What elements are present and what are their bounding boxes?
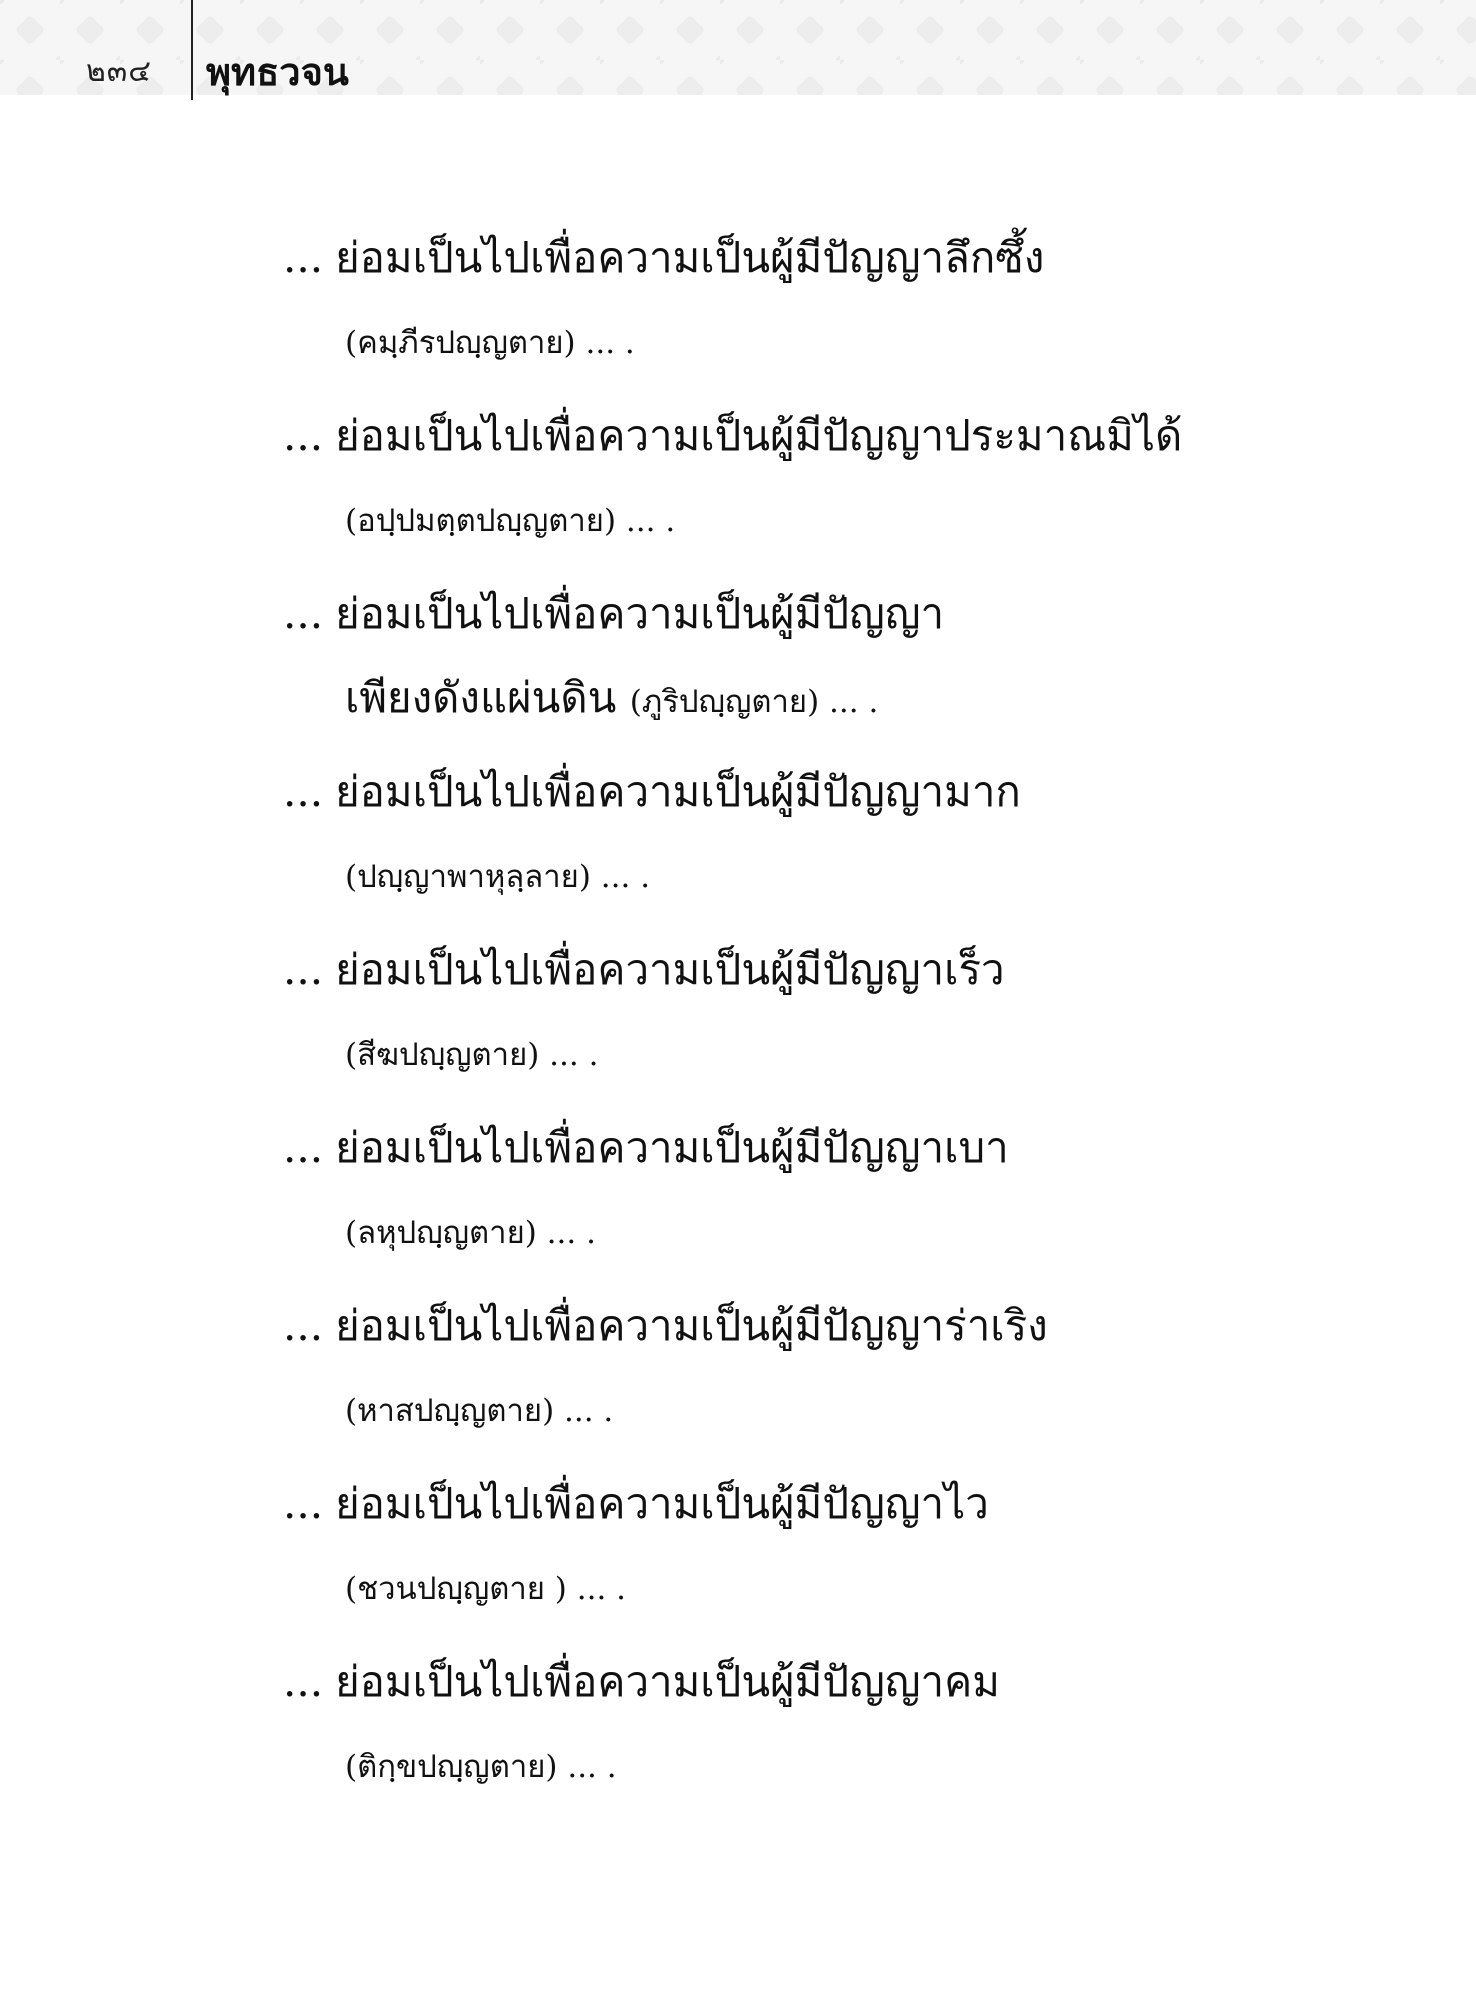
entry-pali-term: (อปฺปมตฺตปญฺญตาย) ... . xyxy=(345,503,676,539)
entry-ellipsis: ... xyxy=(283,1479,324,1528)
entry-text: ย่อมเป็นไปเพื่อความเป็นผู้มีปัญญาเบา xyxy=(335,1123,1009,1172)
entry-pali-term: (คมฺภีรปญฺญตาย) ... . xyxy=(345,325,635,361)
entry-text: ย่อมเป็นไปเพื่อความเป็นผู้มีปัญญาลึกซึ้ง xyxy=(335,233,1045,282)
entry-ellipsis: ... xyxy=(283,411,324,460)
entry-text-line xyxy=(283,1652,1000,1712)
entry-ellipsis: ... xyxy=(283,589,324,638)
entry-pali-term: (ภูริปญฺญตาย) ... . xyxy=(629,684,879,720)
entry-text-line xyxy=(283,1296,1048,1356)
entry-list xyxy=(283,228,1413,1830)
header-divider xyxy=(191,0,193,100)
entry-ellipsis: ... xyxy=(283,767,324,816)
list-item xyxy=(283,584,1413,762)
entry-text: ย่อมเป็นไปเพื่อความเป็นผู้มีปัญญาร่าเริง xyxy=(335,1301,1048,1350)
entry-text-line xyxy=(283,762,1021,822)
entry-pali-term: (ติกฺขปญฺญตาย) ... . xyxy=(345,1749,617,1785)
entry-text: ย่อมเป็นไปเพื่อความเป็นผู้มีปัญญาไว xyxy=(335,1479,989,1528)
page-number: ๒๓๔ xyxy=(86,54,152,89)
list-item xyxy=(283,940,1413,1118)
entry-pali-term: (ลหุปญฺญตาย) ... . xyxy=(345,1215,596,1251)
entry-text-line xyxy=(283,406,1182,466)
list-item xyxy=(283,406,1413,584)
list-item xyxy=(283,1118,1413,1296)
list-item xyxy=(283,762,1413,940)
entry-continuation-line xyxy=(345,668,878,732)
list-item xyxy=(283,1474,1413,1652)
list-item xyxy=(283,1652,1413,1830)
entry-pali-term: (ชวนปญฺญตาย ) ... . xyxy=(345,1571,627,1607)
entry-text: ย่อมเป็นไปเพื่อความเป็นผู้มีปัญญา xyxy=(335,589,945,638)
entry-text-line xyxy=(283,1118,1009,1178)
book-title: พุทธวจน xyxy=(206,50,349,94)
entry-text: ย่อมเป็นไปเพื่อความเป็นผู้มีปัญญามาก xyxy=(335,767,1021,816)
entry-text-line xyxy=(283,228,1044,288)
entry-text-line xyxy=(283,940,1005,1000)
entry-text: ย่อมเป็นไปเพื่อความเป็นผู้มีปัญญาเร็ว xyxy=(335,945,1005,994)
entry-pali-term: (ปญฺญาพาหุลฺลาย) ... . xyxy=(345,859,651,895)
entry-text-line xyxy=(283,1474,989,1534)
entry-text: ย่อมเป็นไปเพื่อความเป็นผู้มีปัญญาคม xyxy=(335,1657,1000,1706)
entry-ellipsis: ... xyxy=(283,1301,324,1350)
entry-continuation: เพียงดังแผ่นดิน xyxy=(345,673,617,722)
entry-ellipsis: ... xyxy=(283,1657,324,1706)
entry-ellipsis: ... xyxy=(283,945,324,994)
entry-pali-term: (หาสปญฺญตาย) ... . xyxy=(345,1393,614,1429)
list-item xyxy=(283,1296,1413,1474)
entry-text: ย่อมเป็นไปเพื่อความเป็นผู้มีปัญญาประมาณมิได้ xyxy=(335,411,1183,460)
entry-text-line xyxy=(283,584,944,644)
entry-ellipsis: ... xyxy=(283,1123,324,1172)
list-item xyxy=(283,228,1413,406)
entry-pali-term: (สีฆปญฺญตาย) ... . xyxy=(345,1037,599,1073)
entry-ellipsis: ... xyxy=(283,233,324,282)
